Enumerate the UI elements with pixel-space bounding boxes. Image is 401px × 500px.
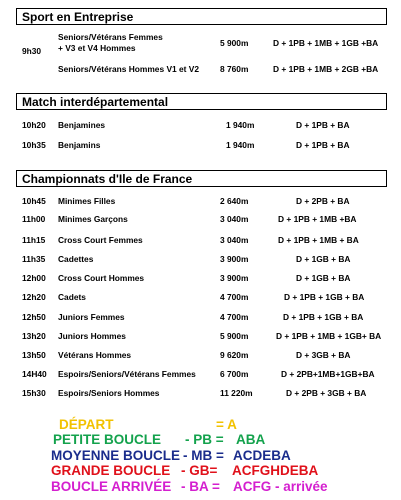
legend-abbr: - GB= bbox=[181, 463, 218, 478]
row-category: Juniors Femmes bbox=[58, 312, 125, 322]
row-distance: 5 900m bbox=[220, 38, 249, 48]
legend-moyenne-boucle bbox=[0, 448, 401, 464]
row-category: Cross Court Hommes bbox=[58, 273, 145, 283]
row-category: Seniors/Vétérans Hommes V1 et V2 bbox=[58, 64, 200, 74]
legend-depart bbox=[0, 417, 401, 433]
legend-grande-boucle bbox=[0, 463, 401, 479]
row-course: D + 1PB + BA bbox=[296, 120, 350, 130]
legend-route: ACFGHDEBA bbox=[232, 463, 319, 478]
row-category: Espoirs/Seniors/Vétérans Femmes bbox=[58, 369, 196, 379]
legend-route: = A bbox=[216, 417, 237, 432]
row-distance: 3 040m bbox=[220, 235, 249, 245]
legend-route: ACDEBA bbox=[233, 448, 291, 463]
legend-petite-boucle bbox=[0, 432, 401, 448]
row-category: Seniors/Vétérans Femmes bbox=[58, 32, 163, 42]
section-title-sport-entreprise: Sport en Entreprise bbox=[16, 8, 387, 25]
row-time: 12h50 bbox=[22, 312, 46, 322]
row-course: D + 1PB + 1GB + BA bbox=[283, 312, 364, 322]
row-time: 14H40 bbox=[22, 369, 47, 379]
row-distance: 1 940m bbox=[226, 140, 255, 150]
row-distance: 11 220m bbox=[220, 388, 253, 398]
row-course: D + 1PB + 1MB + 2GB +BA bbox=[273, 64, 379, 74]
legend-abbr: - BA = bbox=[181, 479, 220, 494]
row-time: 11h35 bbox=[22, 254, 46, 264]
row-course: D + 1GB + BA bbox=[296, 254, 351, 264]
row-distance: 5 900m bbox=[220, 331, 249, 341]
row-distance: 3 040m bbox=[220, 214, 249, 224]
row-category: Espoirs/Seniors Hommes bbox=[58, 388, 160, 398]
legend-route: ACFG - arrivée bbox=[233, 479, 328, 494]
row-category: Minimes Garçons bbox=[58, 214, 128, 224]
row-category: Vétérans Hommes bbox=[58, 350, 132, 360]
row-category: + V3 et V4 Hommes bbox=[58, 43, 136, 53]
row-time: 10h45 bbox=[22, 196, 46, 206]
row-time: 11h15 bbox=[22, 235, 46, 245]
row-distance: 8 760m bbox=[220, 64, 249, 74]
row-category: Minimes Filles bbox=[58, 196, 116, 206]
legend-abbr: - MB = bbox=[183, 448, 224, 463]
row-distance: 4 700m bbox=[220, 292, 249, 302]
row-category: Benjamines bbox=[58, 120, 106, 130]
row-course: D + 1PB + 1MB + BA bbox=[278, 235, 359, 245]
row-course: D + 1PB + 1GB + BA bbox=[284, 292, 365, 302]
row-category: Cadettes bbox=[58, 254, 94, 264]
row-distance: 9 620m bbox=[220, 350, 249, 360]
row-course: D + 3GB + BA bbox=[296, 350, 351, 360]
row-distance: 3 900m bbox=[220, 254, 249, 264]
row-category: Juniors Hommes bbox=[58, 331, 126, 341]
row-time: 10h20 bbox=[22, 120, 46, 130]
legend-name: GRANDE BOUCLE bbox=[51, 463, 171, 478]
row-course: D + 1PB + 1MB + 1GB +BA bbox=[273, 38, 379, 48]
section-title-match-interdepartemental: Match interdépartemental bbox=[16, 93, 387, 110]
row-time: 9h30 bbox=[22, 46, 42, 56]
row-time: 11h00 bbox=[22, 214, 46, 224]
row-time: 12h00 bbox=[22, 273, 46, 283]
row-course: D + 2PB+1MB+1GB+BA bbox=[281, 369, 375, 379]
legend-name: BOUCLE ARRIVÉE bbox=[51, 479, 172, 494]
row-course: D + 2PB + 3GB + BA bbox=[286, 388, 367, 398]
legend-name: DÉPART bbox=[59, 417, 114, 432]
row-course: D + 1PB + 1MB + 1GB+ BA bbox=[276, 331, 382, 341]
row-time: 13h20 bbox=[22, 331, 46, 341]
row-category: Cadets bbox=[58, 292, 86, 302]
row-course: D + 1PB + BA bbox=[296, 140, 350, 150]
legend-boucle-arrivee bbox=[0, 479, 401, 495]
row-course: D + 2PB + BA bbox=[296, 196, 350, 206]
row-time: 12h20 bbox=[22, 292, 46, 302]
legend-name: PETITE BOUCLE bbox=[53, 432, 162, 447]
row-distance: 2 640m bbox=[220, 196, 249, 206]
row-distance: 1 940m bbox=[226, 120, 255, 130]
row-category: Cross Court Femmes bbox=[58, 235, 143, 245]
row-distance: 6 700m bbox=[220, 369, 249, 379]
row-course: D + 1GB + BA bbox=[296, 273, 351, 283]
row-distance: 4 700m bbox=[220, 312, 249, 322]
row-time: 13h50 bbox=[22, 350, 46, 360]
legend-route: ABA bbox=[236, 432, 266, 447]
legend-name: MOYENNE BOUCLE bbox=[51, 448, 181, 463]
row-category: Benjamins bbox=[58, 140, 101, 150]
row-distance: 3 900m bbox=[220, 273, 249, 283]
row-time: 15h30 bbox=[22, 388, 46, 398]
row-course: D + 1PB + 1MB +BA bbox=[278, 214, 357, 224]
legend-abbr: - PB = bbox=[185, 432, 224, 447]
row-time: 10h35 bbox=[22, 140, 46, 150]
section-title-championnats-idf: Championnats d'Ile de France bbox=[16, 170, 387, 187]
